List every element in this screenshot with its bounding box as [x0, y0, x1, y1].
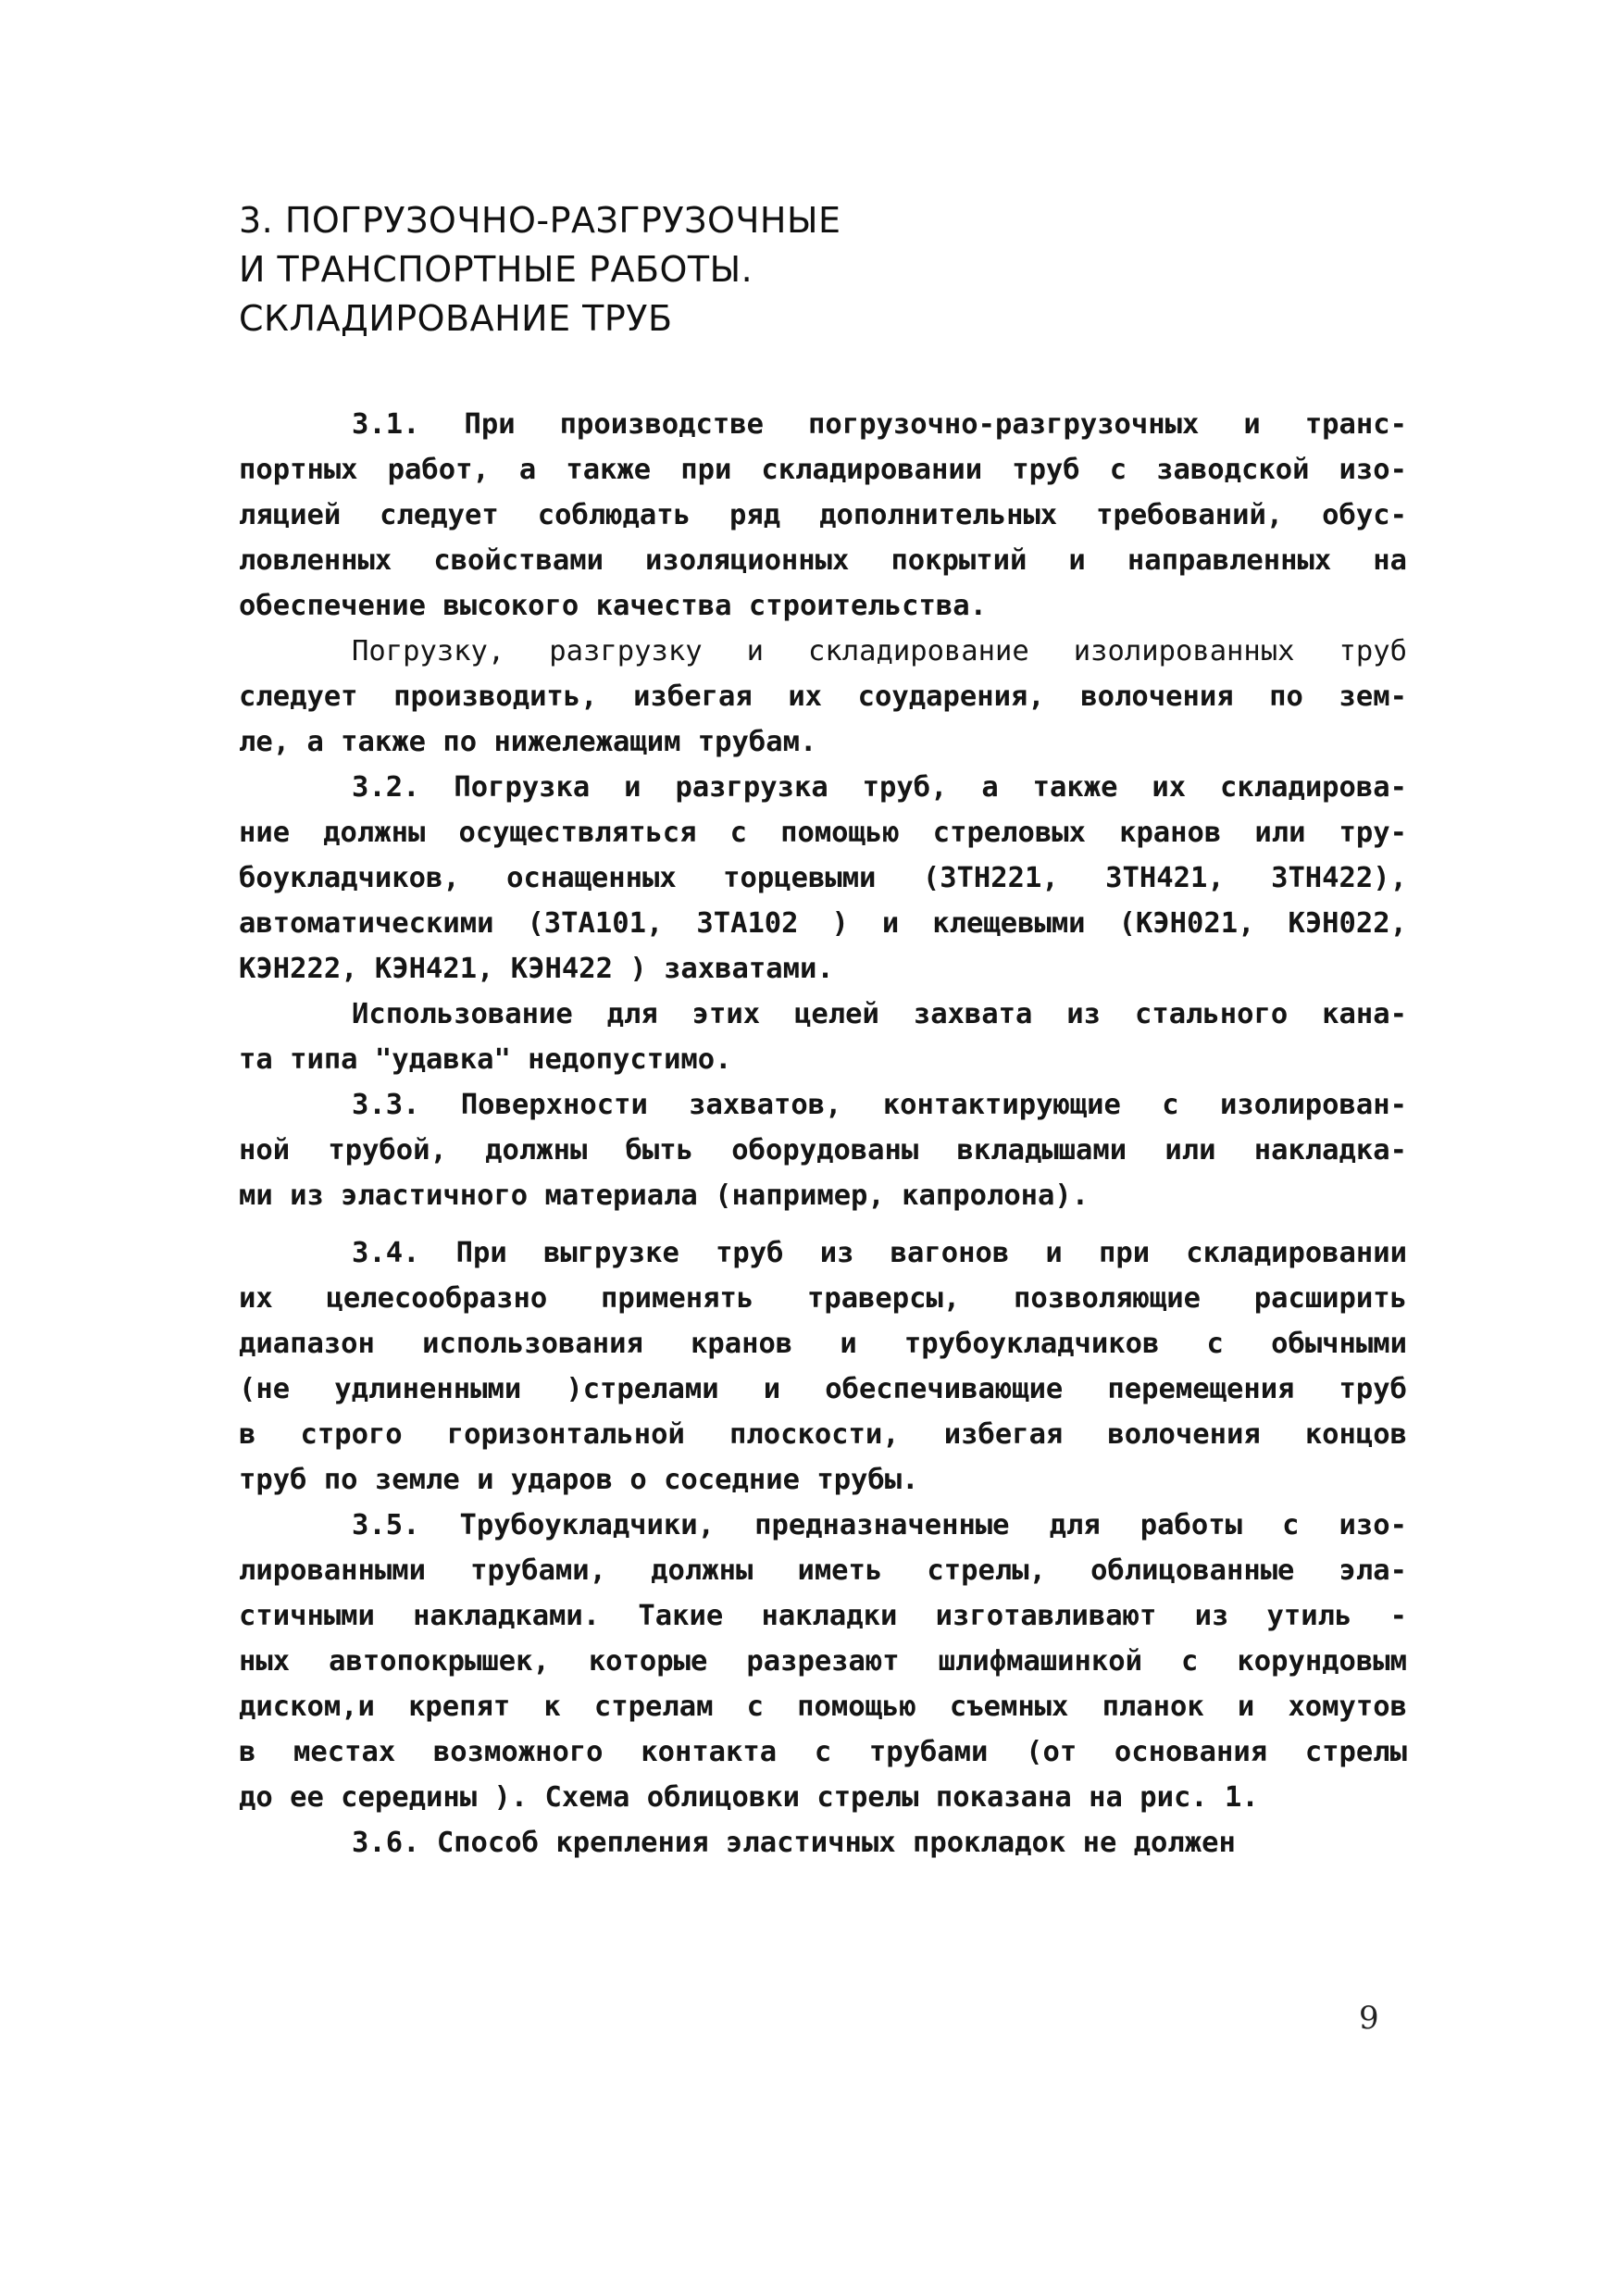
section-title-line: 3. ПОГРУЗОЧНО-РАЗГРУЗОЧНЫЕ — [239, 200, 841, 241]
text-line: ной трубой, должны быть оборудованы вкладышами или накладка- — [239, 1134, 1407, 1167]
section-title-line: СКЛАДИРОВАНИЕ ТРУБ — [239, 298, 673, 339]
text-line: боукладчиков, оснащенных торцевыми (ЗТН221, ЗТН421, ЗТН422), — [239, 862, 1407, 894]
text-line: ных автопокрышек, которые разрезают шлифмашинкой с корундовым — [239, 1645, 1407, 1678]
text-line: их целесообразно применять траверсы, позволяющие расширить — [239, 1282, 1407, 1315]
text-line: 3.3. Поверхности захватов, контактирующие с изолирован- — [352, 1089, 1407, 1121]
text-line: та типа "удавка" недопустимо. — [239, 1043, 732, 1076]
text-line: Использование для этих целей захвата из стального кана- — [352, 998, 1407, 1030]
text-line: ние должны осуществляться с помощью стреловых кранов или тру- — [239, 817, 1407, 849]
paragraph-3-2 — [239, 765, 1407, 992]
text-line: стичными накладками. Такие накладки изготавливают из утиль - — [239, 1600, 1407, 1632]
text-line: 3.6. Способ крепления эластичных прокладок не должен — [352, 1827, 1236, 1859]
text-line: диапазон использования кранов и трубоукладчиков с обычными — [239, 1328, 1407, 1360]
text-line: ловленных свойствами изоляционных покрытий и направленных на — [239, 544, 1407, 577]
text-line: ле, а также по нижележащим трубам. — [239, 726, 817, 758]
text-line: КЭН222, КЭН421, КЭН422 ) захватами. — [239, 953, 834, 985]
text-line: лированными трубами, должны иметь стрелы, облицованные эла- — [239, 1554, 1407, 1587]
text-line: 3.4. При выгрузке труб из вагонов и при складировании — [352, 1237, 1407, 1269]
text-line: (не удлиненными )стрелами и обеспечивающие перемещения труб — [239, 1373, 1407, 1405]
page-number: 9 — [1359, 2000, 1379, 2037]
text-line: 3.5. Трубоукладчики, предназначенные для работы с изо- — [352, 1509, 1407, 1541]
paragraph-3-3 — [239, 1082, 1407, 1218]
text-line: следует производить, избегая их соударения, волочения по зем- — [239, 680, 1407, 713]
paragraph-3-5 — [239, 1503, 1407, 1820]
text-line: автоматическими (ЗТА101, ЗТА102 ) и клещевыми (КЭН021, КЭН022, — [239, 907, 1407, 940]
text-line: Погрузку, разгрузку и складирование изолированных труб — [352, 635, 1407, 668]
paragraph-gap — [239, 1218, 1407, 1230]
text-line: ляцией следует соблюдать ряд дополнительных требований, обус- — [239, 499, 1407, 531]
text-line: диском,и крепят к стрелам с помощью съемных планок и хомутов — [239, 1691, 1407, 1723]
text-line: 3.1. При производстве погрузочно-разгрузочных и транс- — [352, 408, 1407, 441]
paragraph-grab-usage — [239, 992, 1407, 1082]
text-line: в местах возможного контакта с трубами (от основания стрелы — [239, 1736, 1407, 1768]
section-title-line: И ТРАНСПОРТНЫЕ РАБОТЫ. — [239, 249, 753, 290]
paragraph-3-1 — [239, 402, 1407, 629]
text-line: в строго горизонтальной плоскости, избегая волочения концов — [239, 1418, 1407, 1451]
section-heading — [239, 196, 1072, 343]
body-text — [239, 402, 1407, 1866]
text-line: труб по земле и ударов о соседние трубы. — [239, 1464, 919, 1496]
paragraph-3-6 — [239, 1820, 1407, 1866]
text-line: до ее середины ). Схема облицовки стрелы показана на рис. 1. — [239, 1781, 1259, 1814]
text-line: обеспечение высокого качества строительства. — [239, 590, 987, 622]
text-line: портных работ, а также при складировании труб с заводской изо- — [239, 454, 1407, 486]
paragraph-3-4 — [239, 1230, 1407, 1503]
text-line: 3.2. Погрузка и разгрузка труб, а также их складирова- — [352, 771, 1407, 804]
text-line: ми из эластичного материала (например, капролона). — [239, 1179, 1090, 1212]
paragraph-loading — [239, 629, 1407, 765]
